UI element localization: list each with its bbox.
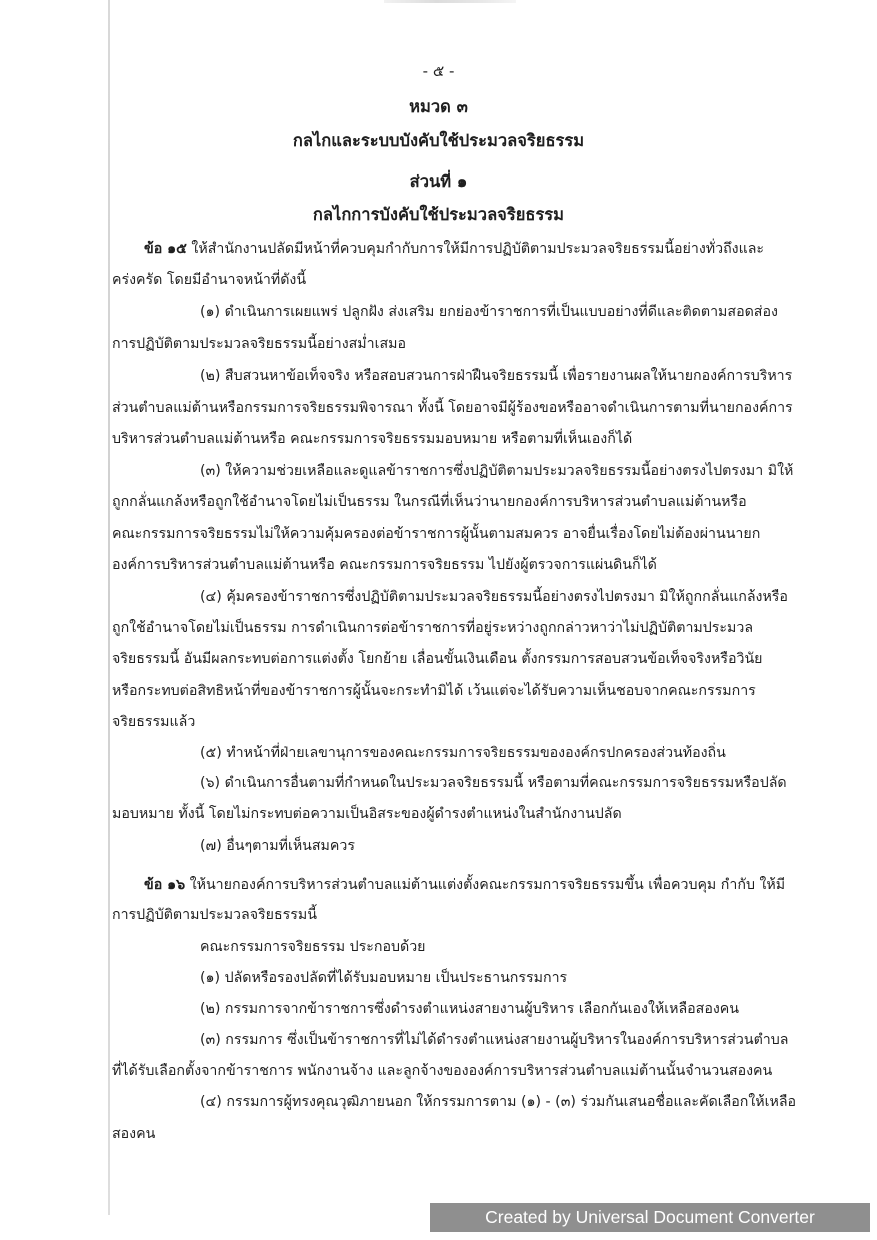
body-text: ให้สำนักงานปลัดมีหน้าที่ควบคุมกำกับการให้มีการปฏิบัติตามประมวลจริยธรรมนี้อย่างทั่วถึงและ [191,241,765,257]
body-line: คณะกรรมการจริยธรรมไม่ให้ความคุ้มครองต่อข้าราชการผู้นั้นตามสมควร อาจยื่นเรื่องโดยไม่ต้องผ่านนายก [112,526,761,542]
clause-number: ข้อ ๑๖ [144,877,186,893]
list-item: (๒) กรรมการจากข้าราชการซึ่งดำรงตำแหน่งสายงานผู้บริหาร เลือกกันเองให้เหลือสองคน [200,1001,739,1017]
list-item: (๖) ดำเนินการอื่นตามที่กำหนดในประมวลจริยธรรมนี้ หรือตามที่คณะกรรมการจริยธรรมหรือปลัด [200,775,787,791]
section-16-first-line [144,875,785,895]
body-line: บริหารส่วนตำบลแม่ต้านหรือ คณะกรรมการจริยธรรมมอบหมาย หรือตามที่เห็นเองก็ได้ [112,431,633,447]
part-heading: ส่วนที่ ๑ [409,172,468,191]
list-item: (๓) ให้ความช่วยเหลือและดูแลข้าราชการซึ่งปฏิบัติตามประมวลจริยธรรมนี้อย่างตรงไปตรงมา มิให้ [200,463,794,479]
body-line: คณะกรรมการจริยธรรม ประกอบด้วย [200,939,426,955]
body-line: องค์การบริหารส่วนตำบลแม่ต้านหรือ คณะกรรมการจริยธรรม ไปยังผู้ตรวจการแผ่นดินก็ได้ [112,557,657,573]
body-line: คร่งครัด โดยมีอำนาจหน้าที่ดังนี้ [112,272,307,288]
body-line: การปฏิบัติตามประมวลจริยธรรมนี้ [112,907,317,923]
body-line: หรือกระทบต่อสิทธิหน้าที่ของข้าราชการผู้นั้นจะกระทำมิได้ เว้นแต่จะได้รับความเห็นชอบจากคณะกรรมการ [112,683,756,699]
clause-number: ข้อ ๑๕ [144,241,187,257]
scan-artifact [384,0,516,3]
page-number: - ๕ - [422,62,455,80]
part-title: กลไกการบังคับใช้ประมวลจริยธรรม [312,205,565,224]
chapter-heading: หมวด ๓ [409,97,468,116]
body-text: ให้นายกองค์การบริหารส่วนตำบลแม่ต้านแต่งตั้งคณะกรรมการจริยธรรมขึ้น เพื่อควบคุม กำกับ ให้มี [189,877,786,893]
list-item: (๓) กรรมการ ซึ่งเป็นข้าราชการที่ไม่ได้ดำรงตำแหน่งสายงานผู้บริหารในองค์การบริหารส่วนตำบล [200,1032,789,1048]
converter-watermark: Created by Universal Document Converter [430,1203,870,1232]
list-item: (๔) คุ้มครองข้าราชการซึ่งปฏิบัติตามประมวลจริยธรรมนี้อย่างตรงไปตรงมา มิให้ถูกกลั่นแกล้งหรือ [200,589,788,605]
body-line: จริยธรรมนี้ อันมีผลกระทบต่อการแต่งตั้ง โยกย้าย เลื่อนขั้นเงินเดือน ตั้งกรรมการสอบสวนข้อเท็จจริงหรือวินัย [112,651,763,667]
body-line: มอบหมาย ทั้งนี้ โดยไม่กระทบต่อความเป็นอิสระของผู้ดำรงตำแหน่งในสำนักงานปลัด [112,806,622,822]
body-line: จริยธรรมแล้ว [112,714,196,730]
body-line: ส่วนตำบลแม่ต้านหรือกรรมการจริยธรรมพิจารณา ทั้งนี้ โดยอาจมีผู้ร้องขอหรืออาจดำเนินการตามที่นายกองค์การ [112,400,793,416]
list-item: (๕) ทำหน้าที่ฝ่ายเลขานุการของคณะกรรมการจริยธรรมขององค์กรปกครองส่วนท้องถิ่น [200,745,726,761]
body-line: สองคน [112,1126,156,1142]
list-item: (๗) อื่นๆตามที่เห็นสมควร [200,838,355,854]
list-item: (๒) สืบสวนหาข้อเท็จจริง หรือสอบสวนการฝ่าฝืนจริยธรรมนี้ เพื่อรายงานผลให้นายกองค์การบริหาร [200,368,793,384]
body-line: ที่ได้รับเลือกตั้งจากข้าราชการ พนักงานจ้าง และลูกจ้างขององค์การบริหารส่วนตำบลแม่ต้านนั้นจำนวนสองคน [112,1063,773,1079]
body-line: ถูกใช้อำนาจโดยไม่เป็นธรรม การดำเนินการต่อข้าราชการที่อยู่ระหว่างถูกกล่าวหาว่าไม่ปฏิบัติตามประมวล [112,620,754,636]
body-line: การปฏิบัติตามประมวลจริยธรรมนี้อย่างสม่ำเสมอ [112,336,407,352]
section-15-first-line [144,239,764,259]
list-item: (๔) กรรมการผู้ทรงคุณวุฒิภายนอก ให้กรรมการตาม (๑) - (๓) ร่วมกันเสนอชื่อและคัดเลือกให้เหลือ [200,1094,797,1110]
chapter-title: กลไกและระบบบังคับใช้ประมวลจริยธรรม [292,131,585,150]
body-line: ถูกกลั่นแกล้งหรือถูกใช้อำนาจโดยไม่เป็นธรรม ในกรณีที่เห็นว่านายกองค์การบริหารส่วนตำบลแม่ต้านหรือ [112,494,747,510]
list-item: (๑) ดำเนินการเผยแพร่ ปลูกฝัง ส่งเสริม ยกย่องข้าราชการที่เป็นแบบอย่างที่ดีและติดตามสอดส่อง [200,304,778,320]
list-item: (๑) ปลัดหรือรองปลัดที่ได้รับมอบหมาย เป็นประธานกรรมการ [200,970,568,986]
